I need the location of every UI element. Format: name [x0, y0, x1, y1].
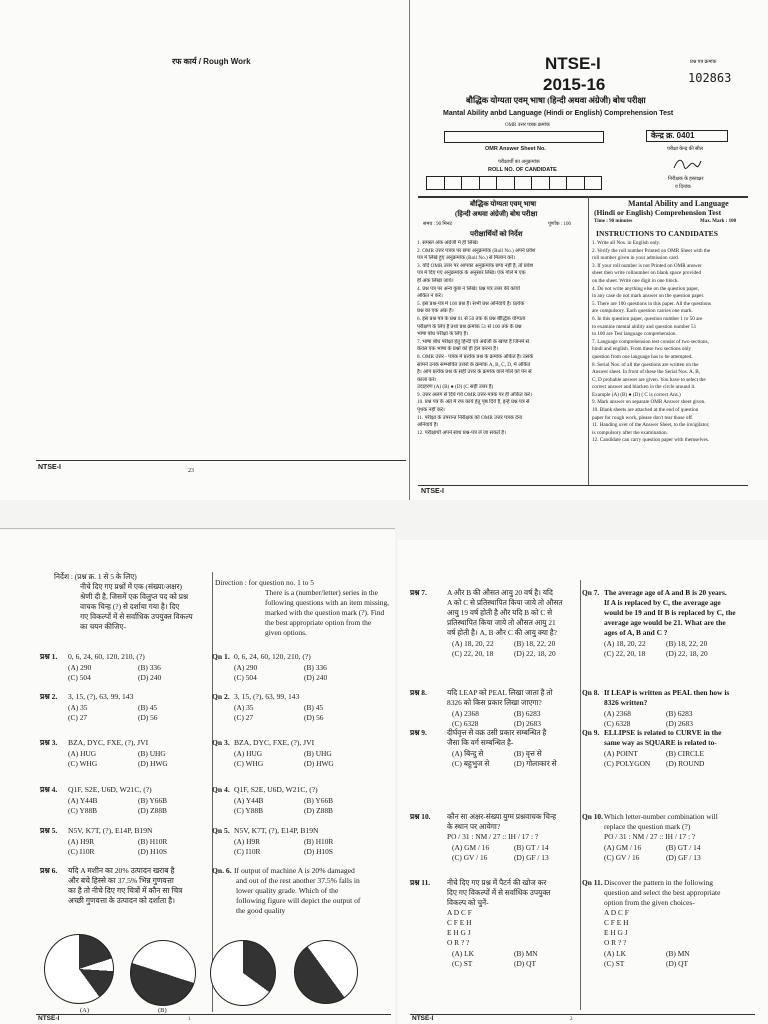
question-line-hi: विकल्प को चुनें- — [447, 898, 489, 907]
question-line-hi: आयु 19 वर्ष होती है और यदि B को C से — [447, 608, 553, 617]
omr-label: OMR Answer Sheet No. — [485, 146, 546, 152]
instruction-line-en: C, D probable answer are given. You have to select the — [592, 376, 706, 383]
instruction-line-hi: भाषा बोध परीक्षा के लिए है। — [417, 331, 469, 338]
question-line-en: The average age of A and B is 20 years. — [604, 588, 727, 597]
answer-option: (D) 240 — [138, 673, 162, 682]
answer-option-hi: (C) GV / 16 — [452, 853, 488, 862]
invigilator-signature — [672, 156, 702, 172]
instruction-line-en: 5. There are 100 questions in this paper. All the questions — [592, 300, 711, 307]
question-line-hi: प्रतिस्थापित किया जाये तो औसत आयु 21 — [447, 618, 556, 627]
answer-option-en: (A) LK — [604, 949, 626, 958]
page2-column-divider — [580, 580, 581, 1010]
instruction-line-hi: 2. OMR उत्तर पत्रक पर छपा अनुक्रमांक (Roll No.) अपने प्रवेश — [417, 247, 536, 254]
question-line-en: Which letter-number combination will — [604, 812, 718, 821]
answer-option-en: (D) GF / 13 — [666, 853, 701, 862]
question-number-en: Qn 10. — [582, 812, 603, 821]
answer-option: (D) 56 — [304, 713, 324, 722]
q6-line-en: and out of the rest another 37.5% falls in — [236, 876, 360, 885]
question-line-en: If LEAP is written as PEAL then how is — [604, 688, 730, 697]
direction-line-hi: नीचे दिए गए प्रश्नों में एक (संख्या/अक्षर) — [80, 582, 182, 591]
invigilator-label-2: व दिनांक — [675, 185, 691, 190]
answer-option-en: (C) GV / 16 — [604, 853, 640, 862]
answer-option-hi: (A) 18, 20, 22 — [452, 639, 494, 648]
question-line-hi: E H G J — [447, 928, 471, 937]
answer-option-en: (B) MN — [666, 949, 690, 958]
instruction-line-en: 2. Verify the roll number Printed on OMR Sheet with the — [592, 247, 711, 254]
question-line-hi: A और B की औसत आयु 20 वर्ष है। यदि — [447, 588, 553, 597]
instruction-line-hi: अनिवार्य है। — [417, 422, 439, 429]
answer-option-hi: (B) MN — [514, 949, 538, 958]
answer-option-en: (A) POINT — [604, 749, 638, 758]
answer-option: (A) 290 — [234, 663, 258, 672]
answer-option: (D) HWG — [138, 759, 168, 768]
instruction-line-hi: उदाहरण (A) (B) ● (D) (C सही उत्तर है) — [417, 384, 494, 391]
answer-option: (A) Y44B — [234, 796, 264, 805]
english-title: Mantal Ability anbd Language (Hindi or English) Comprehension Test — [443, 110, 674, 117]
fold-line — [409, 0, 410, 500]
direction-line-en: the best appropriate option from the — [265, 618, 372, 627]
footer-rule — [36, 460, 406, 461]
page2-footer-rule — [410, 1014, 755, 1015]
instruction-line-hi: पत्र में दिए गए अनुक्रमांक के अनुसार लिखें। एक गोले में एक — [417, 270, 526, 277]
instruction-line-hi: 9. उत्तर अलग से दिये गये OMR उत्तर-पत्रक पर ही अंकित करें। — [417, 391, 533, 398]
answer-option: (A) 290 — [68, 663, 92, 672]
question-text: Q1F, S2E, U6D, W21C, (?) — [234, 785, 318, 794]
instruction-line-hi: 6. इस प्रश्न पत्र के प्रश्न 01 से 50 तक के प्रश्न बौद्धिक योग्यता — [417, 315, 526, 322]
question-number-en: Qn 9. — [582, 728, 600, 737]
answer-option: (A) H9R — [234, 837, 261, 846]
instruction-line-hi: प्रश्न का एक अंक है। — [417, 308, 454, 315]
question-line-hi: 8326 को किस प्रकार लिखा जाएगा? — [447, 698, 542, 707]
instruction-line-hi: परीक्षण के लिए है तथा प्रश्न क्रमांक 51 से 100 तक के प्रश्न — [417, 323, 522, 330]
page1-footer-rule — [36, 1014, 391, 1015]
answer-option-hi: (C) ST — [452, 959, 473, 968]
booklet-label: प्रश्न पत्र क्रमांक — [690, 60, 717, 65]
instruction-line-hi: पत्र में लिखे हुए अनुक्रमांक (Roll No.) से मिलान करें। — [417, 255, 516, 262]
instruction-line-en: 4. Do not write anything else on the question paper, — [592, 285, 700, 292]
rough-work-page — [0, 0, 410, 500]
instruction-line-hi: अंकित न करें। — [417, 293, 443, 300]
marks-hindi: पूर्णांक : 100 — [548, 222, 571, 227]
column-divider — [588, 196, 589, 486]
question-number: प्रश्न 3. — [40, 738, 58, 747]
answer-option-hi: (D) QT — [514, 959, 536, 968]
cover-footer-rule — [418, 485, 748, 486]
q6-line-hi: और बचे हिस्से का 37.5% भिन्न गुणवत्ता — [68, 876, 174, 885]
instruction-line-en: 6. In this question paper, question number 1 to 50 are — [592, 315, 703, 322]
answer-option: (B) Y66B — [138, 796, 168, 805]
answer-option-hi: (B) वृत्त से — [514, 749, 542, 758]
instruction-line-en: Answer sheet. In front of these the Serial Nos. A, B, — [592, 369, 701, 376]
answer-option-en: (D) 22, 18, 20 — [666, 649, 708, 658]
answer-option-en: (B) 18, 22, 20 — [666, 639, 708, 648]
instruction-line-hi: ही अंक लिखा जाये। — [417, 277, 454, 284]
answer-option: (A) HUG — [234, 749, 263, 758]
question-number-hi: प्रश्न 10. — [410, 812, 431, 821]
answer-option: (C) 27 — [234, 713, 254, 722]
q6-line-hi: का है तो नीचे दिए गए चित्रों में कौन सा चित्र — [68, 886, 183, 895]
direction-line-en: marked with the question mark (?). Find — [265, 608, 385, 617]
answer-option: (D) Z88B — [304, 806, 333, 815]
figure-a-pie — [44, 934, 114, 1004]
instruction-line-en: 10. Blank sheets are attached at the end of question — [592, 407, 699, 414]
answer-option: (B) 45 — [138, 703, 158, 712]
question-number-en: Qn 8. — [582, 688, 600, 697]
question-line-hi: C F E H — [447, 918, 472, 927]
figure-b-label: (B) — [158, 1007, 167, 1014]
answer-option: (B) 336 — [138, 663, 161, 672]
instruction-line-hi: 7. भाषा बोध परीक्षा हेतु हिन्दी एवं अंग्रेजी के खण्ड है जिनमें से — [417, 338, 530, 345]
answer-option-hi: (D) 22, 18, 20 — [514, 649, 556, 658]
question-text: Q1F, S2E, U6D, W21C, (?) — [68, 785, 152, 794]
question-line-hi: दीर्घवृत्त से वक्र उसी प्रकार सम्बन्धित है — [447, 728, 547, 737]
question-line-en: option from the given choices- — [604, 898, 695, 907]
answer-option-en: (C) ST — [604, 959, 625, 968]
answer-option: (B) 336 — [304, 663, 327, 672]
answer-option-hi: (D) गोलाकार से — [514, 759, 557, 768]
question-line-en: C F E H — [604, 918, 629, 927]
instructions-heading-hindi: परीक्षार्थियों को निर्देश — [470, 230, 523, 238]
right-heading-2: (Hindi or English) Comprehension Test — [594, 208, 722, 217]
direction-line-hi: का चयन कीजिए- — [80, 622, 126, 631]
question-text: 0, 6, 24, 60, 120, 210, (?) — [234, 652, 311, 661]
question-text: BZA, DYC, FXE, (?), JVI — [234, 738, 315, 747]
answer-option-hi: (D) GF / 13 — [514, 853, 549, 862]
question-number-hi: प्रश्न 9. — [410, 728, 427, 737]
centre-seal-label: परीक्षा केन्द्र की सील — [667, 147, 704, 152]
question-number: Qn 1. — [212, 652, 230, 661]
direction-line-hi: श्रेणी दी है, जिसमें एक विलुप्त पद को प्रश्न — [80, 592, 189, 601]
answer-option-hi: (A) LK — [452, 949, 474, 958]
answer-option: (B) H10R — [138, 837, 168, 846]
question-line-en: ages of A, B and C ? — [604, 628, 668, 637]
instruction-line-hi: 11. परीक्षा के उपरान्त निरीक्षक को OMR उत्तर पत्रक देना — [417, 414, 523, 421]
answer-option: (A) HUG — [68, 749, 97, 758]
left-heading-1: बौद्धिक योग्यता एवम् भाषा — [470, 200, 537, 208]
instruction-line-en: 1. Write all Nos. in English only. — [592, 240, 661, 246]
question-number-en: Qn 11. — [582, 878, 603, 887]
instruction-line-hi: पृथक नहीं करें। — [417, 407, 445, 414]
footer-page: 23 — [188, 468, 194, 474]
question-line-en: 8326 written? — [604, 698, 648, 707]
question-number-en: Qn 7. — [582, 588, 600, 597]
answer-option-hi: (A) GM / 16 — [452, 843, 490, 852]
q6-line-en: following figure will depict the output of — [236, 896, 361, 905]
question-line-hi: A को C से प्रतिस्थापित किया जाये तो औसत — [447, 598, 563, 607]
question-number: प्रश्न 6. — [40, 866, 58, 875]
instruction-line-en: 9. Mark answer on separate OMR Answer sheet given. — [592, 399, 706, 406]
direction-line-hi: गए विकल्पों में से सर्वाधिक उपयुक्त विकल्प — [80, 612, 193, 621]
page2-footer-page: 2 — [570, 1017, 573, 1022]
marks-english: Max. Mark : 100 — [700, 219, 737, 224]
invigilator-label: निरीक्षक के हस्ताक्षर — [668, 177, 704, 182]
answer-option: (D) 240 — [304, 673, 328, 682]
instruction-line-en: 3. If your roll number is not Printed on OMR answer — [592, 262, 702, 269]
instruction-line-en: hindi and english. From these two sections only — [592, 346, 692, 353]
figure-a-label: (A) — [80, 1007, 90, 1014]
roll-hindi-label: परीक्षार्थी का अनुक्रमांक — [498, 160, 540, 165]
instruction-line-en: question from one language has to be attempted. — [592, 353, 693, 360]
answer-option: (C) I10R — [234, 847, 261, 856]
page2-footer-left: NTSE-I — [412, 1015, 434, 1022]
exam-year: 2015-16 — [543, 75, 606, 94]
question-line-en: ELLIPSE is related to CURVE in the — [604, 728, 722, 737]
answer-option: (B) 45 — [304, 703, 324, 712]
instructions-english-list — [592, 240, 752, 445]
direction-line-hi: निर्देश : (प्रश्न क्र. 1 से 5 के लिए) — [54, 572, 137, 581]
instruction-line-hi: केवल एक भाषा के प्रश्नों को ही हल करना है। — [417, 346, 498, 353]
answer-option-hi: (B) GT / 14 — [514, 843, 549, 852]
right-heading-1: Mantal Ability and Language — [628, 199, 729, 208]
question-line-en: E H G J — [604, 928, 628, 937]
answer-option-en: (A) 2368 — [604, 709, 631, 718]
instruction-line-en: to 100 are Test language comprehension. — [592, 331, 677, 338]
answer-option: (B) UHG — [138, 749, 166, 758]
answer-option-en: (B) 6283 — [666, 709, 693, 718]
question-number: Qn. 6. — [212, 866, 232, 875]
rough-work-heading: रफ कार्य / Rough Work — [172, 57, 251, 66]
question-line-hi: A D C F — [447, 908, 472, 917]
instruction-line-en: 7. Language comprehension test consist of two sections, — [592, 338, 709, 345]
instruction-line-hi: 10. प्रश्न पत्र के अंत में रफ कार्य हेतु पृष्ठ दिये हैं, इन्हें प्रश्न पत्र से — [417, 399, 530, 406]
question-line-hi: दिए गए विकल्पों में से सर्वाधिक उपयुक्त — [447, 888, 551, 897]
answer-option-hi: (C) बहुभुज से — [452, 759, 490, 768]
question-line-en: replace the question mark (?) — [604, 822, 691, 831]
direction-line-en: given options. — [265, 628, 307, 637]
omr-number-box — [444, 131, 604, 143]
figure-b-pie — [130, 940, 196, 1006]
question-text: 3, 15, (?), 63, 99, 143 — [68, 692, 134, 701]
answer-option-hi: (D) 2683 — [514, 719, 541, 728]
instruction-line-en: roll number given in your admission card. — [592, 255, 680, 262]
left-heading-2: (हिन्दी अथवा अंग्रेजी) बोध परीक्षा — [455, 210, 538, 218]
instruction-line-en: in any case do not mark answer on the question paper. — [592, 293, 705, 300]
question-line-hi: के स्थान पर आयेगा? — [447, 822, 501, 831]
question-line-en: Discover the pattern in the following — [604, 878, 713, 887]
answer-option-en: (C) 6328 — [604, 719, 631, 728]
question-number-hi: प्रश्न 8. — [410, 688, 427, 697]
answer-option: (D) HWG — [304, 759, 334, 768]
answer-option: (A) 35 — [68, 703, 88, 712]
instruction-line-hi: 5. इस प्रश्न-पत्र में 100 प्रश्न हैं। सभी प्रश्न अनिवार्य हैं। प्रत्येक — [417, 300, 525, 307]
question-line-en: average age would be 21. What are the — [604, 618, 726, 627]
answer-option: (C) 27 — [68, 713, 88, 722]
question-text: 3, 15, (?), 63, 99, 143 — [234, 692, 300, 701]
answer-option-en: (D) ROUND — [666, 759, 705, 768]
omr-hindi-label: OMR उत्तर पत्रक क्रमांक — [505, 123, 550, 128]
question-text: N5V, K7T, (?), E14P, B19N — [234, 826, 319, 835]
answer-option-hi: (B) 6283 — [514, 709, 541, 718]
question-number: Qn 5. — [212, 826, 230, 835]
instruction-line-hi: हैं। आप प्रत्येक प्रश्न के सही उत्तर के क्रमांक वाले गोले को पेन से — [417, 369, 532, 376]
instruction-line-hi: 4. प्रश्न पत्र पर अन्य कुछ न लिखें। प्रश्न पत्र उत्तर की कार्यो — [417, 285, 521, 292]
instruction-line-en: to examine mental ability and question number 51 — [592, 323, 697, 330]
q6-line-en: the good quality — [236, 906, 286, 915]
question-text: N5V, K7T, (?), E14P, B19N — [68, 826, 153, 835]
direction-line-en: following questions with an item missing, — [265, 598, 389, 607]
roll-label: ROLL NO. OF CANDIDATE — [488, 167, 557, 173]
answer-option: (D) H10S — [304, 847, 333, 856]
instruction-line-en: correct answer and blacken in the circle around it. — [592, 384, 696, 391]
figure-c-pie — [210, 940, 276, 1006]
answer-option: (C) WHG — [68, 759, 98, 768]
answer-option: (C) I10R — [68, 847, 95, 856]
direction-hindi — [54, 572, 193, 632]
hindi-title: बौद्धिक योग्यता एवम् भाषा (हिन्दी अथवा अंग्रेजी) बोध परीक्षा — [466, 96, 646, 105]
answer-option-en: (C) 22, 20, 18 — [604, 649, 646, 658]
answer-option: (A) 35 — [234, 703, 254, 712]
question-line-hi: PO / 31 : NM / 27 :: IH / 17 : ? — [447, 832, 539, 841]
instruction-line-en: is compulsory after the examination. — [592, 429, 668, 436]
instruction-line-en: 12. Candidate can carry question paper with themselves. — [592, 437, 710, 444]
answer-option-en: (B) CIRCLE — [666, 749, 704, 758]
answer-option: (C) Y88B — [68, 806, 98, 815]
centre-number: केन्द्र क्र. 0401 — [651, 131, 695, 140]
answer-option: (C) 504 — [234, 673, 257, 682]
answer-option-en: (A) GM / 16 — [604, 843, 642, 852]
instruction-line-en: 11. Handing over of the Answer Sheet, to the invigilator, — [592, 422, 710, 429]
direction-line-en: There is a (number/letter) series in the — [265, 588, 378, 597]
instruction-line-hi: काला करें। — [417, 376, 437, 383]
question-number: प्रश्न 4. — [40, 785, 58, 794]
question-line-en: A D C F — [604, 908, 629, 917]
instruction-line-hi: सामने उनके सम्भावित उत्तरों के क्रमांक A, B, C, D, में अंकित — [417, 361, 531, 368]
page1-footer-left: NTSE-I — [38, 1015, 60, 1022]
answer-option-en: (B) GT / 14 — [666, 843, 701, 852]
question-number-hi: प्रश्न 11. — [410, 878, 431, 887]
answer-option: (D) H10S — [138, 847, 167, 856]
exam-title: NTSE-I — [545, 54, 601, 73]
question-number: Qn 4. — [212, 785, 230, 794]
q6-line-en: lower quality grade. Which of the — [236, 886, 339, 895]
instruction-line-en: sheet then write rollnumber on blank space provided — [592, 270, 702, 277]
question-line-en: O R ? ? — [604, 938, 627, 947]
question-line-hi: नीचे दिए गए प्रश्न में पैटर्न की खोज कर — [447, 878, 547, 887]
question-line-hi: कौन सा अक्षर-संख्या युग्म प्रश्नवाचक चिन्ह — [447, 812, 557, 821]
answer-option-hi: (A) बिन्दु से — [452, 749, 484, 758]
question-line-hi: O R ? ? — [447, 938, 470, 947]
question-line-en: PO / 31 : NM / 27 :: IH / 17 : ? — [604, 832, 696, 841]
instruction-line-hi: 3. यदि OMR उत्तर पर आपका अनुक्रमांक छपा नहीं है, तो प्रवेश — [417, 262, 534, 269]
question-line-hi: यदि LEAP को PEAL लिखा जाता है तो — [447, 688, 553, 697]
question-line-hi: वर्ष होती है। A, B और C की आयु क्या है? — [447, 628, 557, 637]
question-line-en: would be 19 and If B is replaced by C, the — [604, 608, 736, 617]
question-line-en: same way as SQUARE is related to- — [604, 738, 717, 747]
question-number: प्रश्न 1. — [40, 652, 58, 661]
answer-option: (B) UHG — [304, 749, 332, 758]
instruction-line-en: Example (A) (B) ● (D) ( C is correct Ans.) — [592, 391, 681, 398]
answer-option-hi: (C) 22, 20, 18 — [452, 649, 494, 658]
answer-option-hi: (A) 2368 — [452, 709, 479, 718]
answer-option: (A) Y44B — [68, 796, 98, 805]
question-text: If output of machine A is 20% damaged — [234, 866, 355, 875]
answer-option: (A) H9R — [68, 837, 95, 846]
q6-line-hi: अच्छी गुणवत्ता के उत्पादन को दर्शाता है। — [68, 896, 175, 905]
question-number: Qn 3. — [212, 738, 230, 747]
page1-footer-page: 1 — [188, 1017, 191, 1022]
question-number: प्रश्न 5. — [40, 826, 58, 835]
question-number: प्रश्न 2. — [40, 692, 58, 701]
question-text: यदि A मशीन का 20% उत्पादन खराब है — [68, 866, 175, 875]
instruction-line-hi: 8. OMR उत्तर - पत्रक में प्रत्येक प्रश्न के क्रमांक अंकित है। उसके — [417, 353, 534, 360]
footer-left: NTSE-I — [38, 464, 61, 471]
page-gap-left — [0, 528, 395, 529]
instructions-heading-english: INSTRUCTIONS TO CANDIDATES — [596, 229, 718, 238]
answer-option-en: (C) POLYGON — [604, 759, 651, 768]
answer-option: (C) 504 — [68, 673, 91, 682]
question-number: Qn 2. — [212, 692, 230, 701]
answer-option-en: (A) 18, 20, 22 — [604, 639, 646, 648]
time-english: Time : 90 minutes — [594, 219, 633, 224]
answer-option-hi: (C) 6328 — [452, 719, 479, 728]
answer-option: (D) Z88B — [138, 806, 167, 815]
answer-option-en: (D) 2683 — [666, 719, 693, 728]
time-hindi: समय : 90 मिनट — [423, 222, 452, 227]
question-number-hi: प्रश्न 7. — [410, 588, 427, 597]
answer-option: (C) Y88B — [234, 806, 264, 815]
instruction-line-en: are compulsory. Each question carries one mark. — [592, 308, 693, 315]
roll-number-grid — [426, 176, 602, 190]
answer-option: (D) 56 — [138, 713, 158, 722]
instructions-hindi-list — [417, 240, 587, 437]
header-rule — [418, 196, 748, 198]
instruction-line-en: 8. Serial Nos. of all the questions are written on the — [592, 361, 699, 368]
booklet-number: 102863 — [688, 71, 732, 85]
direction-line-en: Direction : for question no. 1 to 5 — [215, 578, 314, 587]
answer-option: (C) WHG — [234, 759, 264, 768]
instruction-line-en: paper for rough work, please don't tear those off. — [592, 414, 694, 421]
answer-option-en: (D) QT — [666, 959, 688, 968]
answer-option: (B) H10R — [304, 837, 334, 846]
instruction-line-en: on the sheet. Write one digit in one block. — [592, 277, 679, 284]
question-text: BZA, DYC, FXE, (?), JVI — [68, 738, 149, 747]
question-line-hi: जैसा कि वर्ग सम्बन्धित है- — [447, 738, 514, 747]
instruction-line-hi: 12. परीक्षार्थी अपने साथ प्रश्न-पत्र ले जा सकते है। — [417, 429, 506, 436]
cover-footer-left: NTSE-I — [421, 488, 444, 495]
figure-d-pie — [294, 940, 358, 1004]
question-line-en: If A is replaced by C, the average age — [604, 598, 721, 607]
direction-english — [215, 578, 389, 638]
answer-option: (B) Y66B — [304, 796, 334, 805]
instruction-line-hi: 1. समस्त अंक अंग्रेजी में ही लिखें। — [417, 240, 479, 246]
direction-line-hi: वाचक चिन्ह (?) से दर्शाया गया है। दिए — [80, 602, 180, 611]
answer-option-hi: (B) 18, 22, 20 — [514, 639, 556, 648]
question-line-en: question and select the best appropriate — [604, 888, 721, 897]
question-text: 0, 6, 24, 60, 120, 210, (?) — [68, 652, 145, 661]
